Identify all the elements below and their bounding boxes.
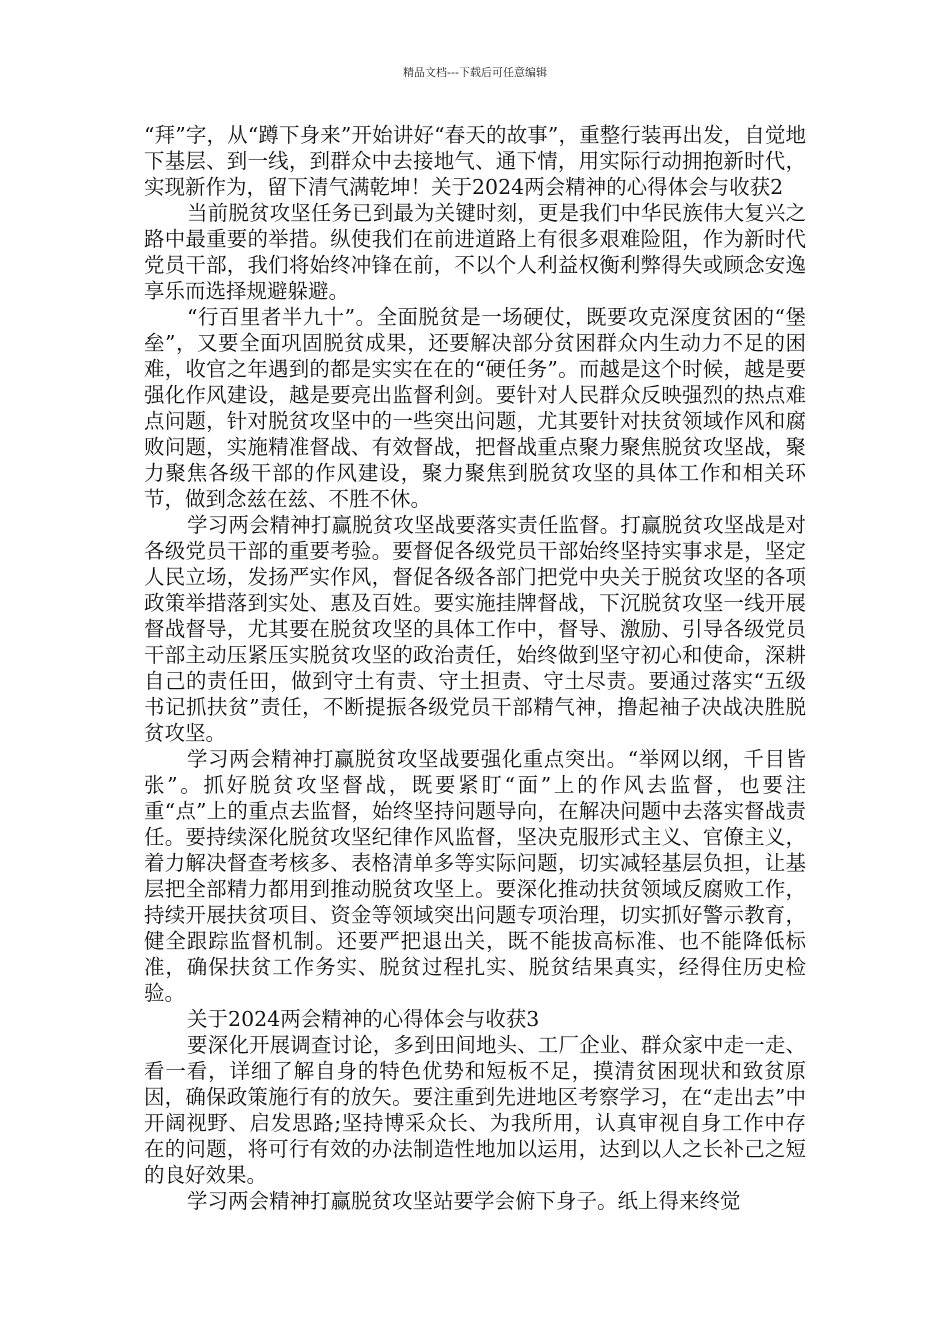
page-header: 精品文档---下载后可任意编辑 [403, 66, 547, 79]
paragraph: 要深化开展调查讨论，多到田间地头、工厂企业、群众家中走一走、看一看，详细了解自身的特色优势和短板不足，摸清贫困现状和致贫原因，确保政策施行有的放矢。要注重到先进地区考察学习，在“走出去”中开阔视野、启发思路;坚持博采众长、为我所用，认真审视自身工作中存在的问题，将可行有效的办法制造性地加以运用，达到以人之长补己之短的良好效果。 [144, 1033, 806, 1187]
paragraph: 学习两会精神打赢脱贫攻坚战要强化重点突出。“举网以纲，千目皆张”。抓好脱贫攻坚督战，既要紧盯“面”上的作风去监督，也要注重“点”上的重点去监督，始终坚持问题导向，在解决问题中去落实督战责任。要持续深化脱贫攻坚纪律作风监督，坚决克服形式主义、官僚主义，着力解决督查考核多、表格清单多等实际问题，切实减轻基层负担，让基层把全部精力都用到推动脱贫攻坚上。要深化推动扶贫领域反腐败工作，持续开展扶贫项目、资金等领域突出问题专项治理，切实抓好警示教育，健全跟踪监督机制。还要严把退出关，既不能拔高标准、也不能降低标准，确保扶贫工作务实、脱贫过程扎实、脱贫结果真实，经得住历史检验。 [144, 747, 806, 1005]
paragraph: 学习两会精神打赢脱贫攻坚战要落实责任监督。打赢脱贫攻坚战是对各级党员干部的重要考验。要督促各级党员干部始终坚持实事求是，坚定人民立场，发扬严实作风，督促各级各部门把党中央关于脱贫攻坚的各项政策举措落到实处、惠及百姓。要实施挂牌督战，下沉脱贫攻坚一线开展督战督导，尤其要在脱贫攻坚的具体工作中，督导、激励、引导各级党员干部主动压紧压实脱贫攻坚的政治责任，始终做到坚守初心和使命，深耕自己的责任田，做到守土有责、守土担责、守土尽责。要通过落实“五级书记抓扶贫”责任，不断提振各级党员干部精气神，撸起袖子决战决胜脱贫攻坚。 [144, 513, 806, 745]
paragraph: 当前脱贫攻坚任务已到最为关键时刻，更是我们中华民族伟大复兴之路中最重要的举措。纵使我们在前进道路上有很多艰难险阻，作为新时代党员干部，我们将始终冲锋在前，不以个人利益权衡利弊得失或顾念安逸享乐而选择规避躲避。 [144, 201, 806, 303]
document-body [144, 122, 806, 1214]
paragraph: “拜”字，从“蹲下身来”开始讲好“春天的故事”，重整行装再出发，自觉地下基层、到一线，到群众中去接地气、通下情，用实际行动拥抱新时代，实现新作为，留下清气满乾坤！关于2024两会精神的心得体会与收获2 [144, 123, 806, 199]
section-heading: 关于2024两会精神的心得体会与收获3 [187, 1007, 540, 1031]
paragraph: “行百里者半九十”。全面脱贫是一场硬仗，既要攻克深度贫困的“堡垒”，又要全面巩固脱贫成果，还要解决部分贫困群众内生动力不足的困难，收官之年遇到的都是实实在在的“硬任务”。而越是这个时候，越是要强化作风建设，越是要亮出监督利剑。要针对人民群众反映强烈的热点难点问题，针对脱贫攻坚中的一些突出问题，尤其要针对扶贫领域作风和腐败问题，实施精准督战、有效督战，把督战重点聚力聚焦脱贫攻坚战，聚力聚焦各级干部的作风建设，聚力聚焦到脱贫攻坚的具体工作和相关环节，做到念兹在兹、不胜不休。 [144, 305, 806, 511]
paragraph: 学习两会精神打赢脱贫攻坚站要学会俯下身子。纸上得来终觉 [187, 1189, 741, 1213]
